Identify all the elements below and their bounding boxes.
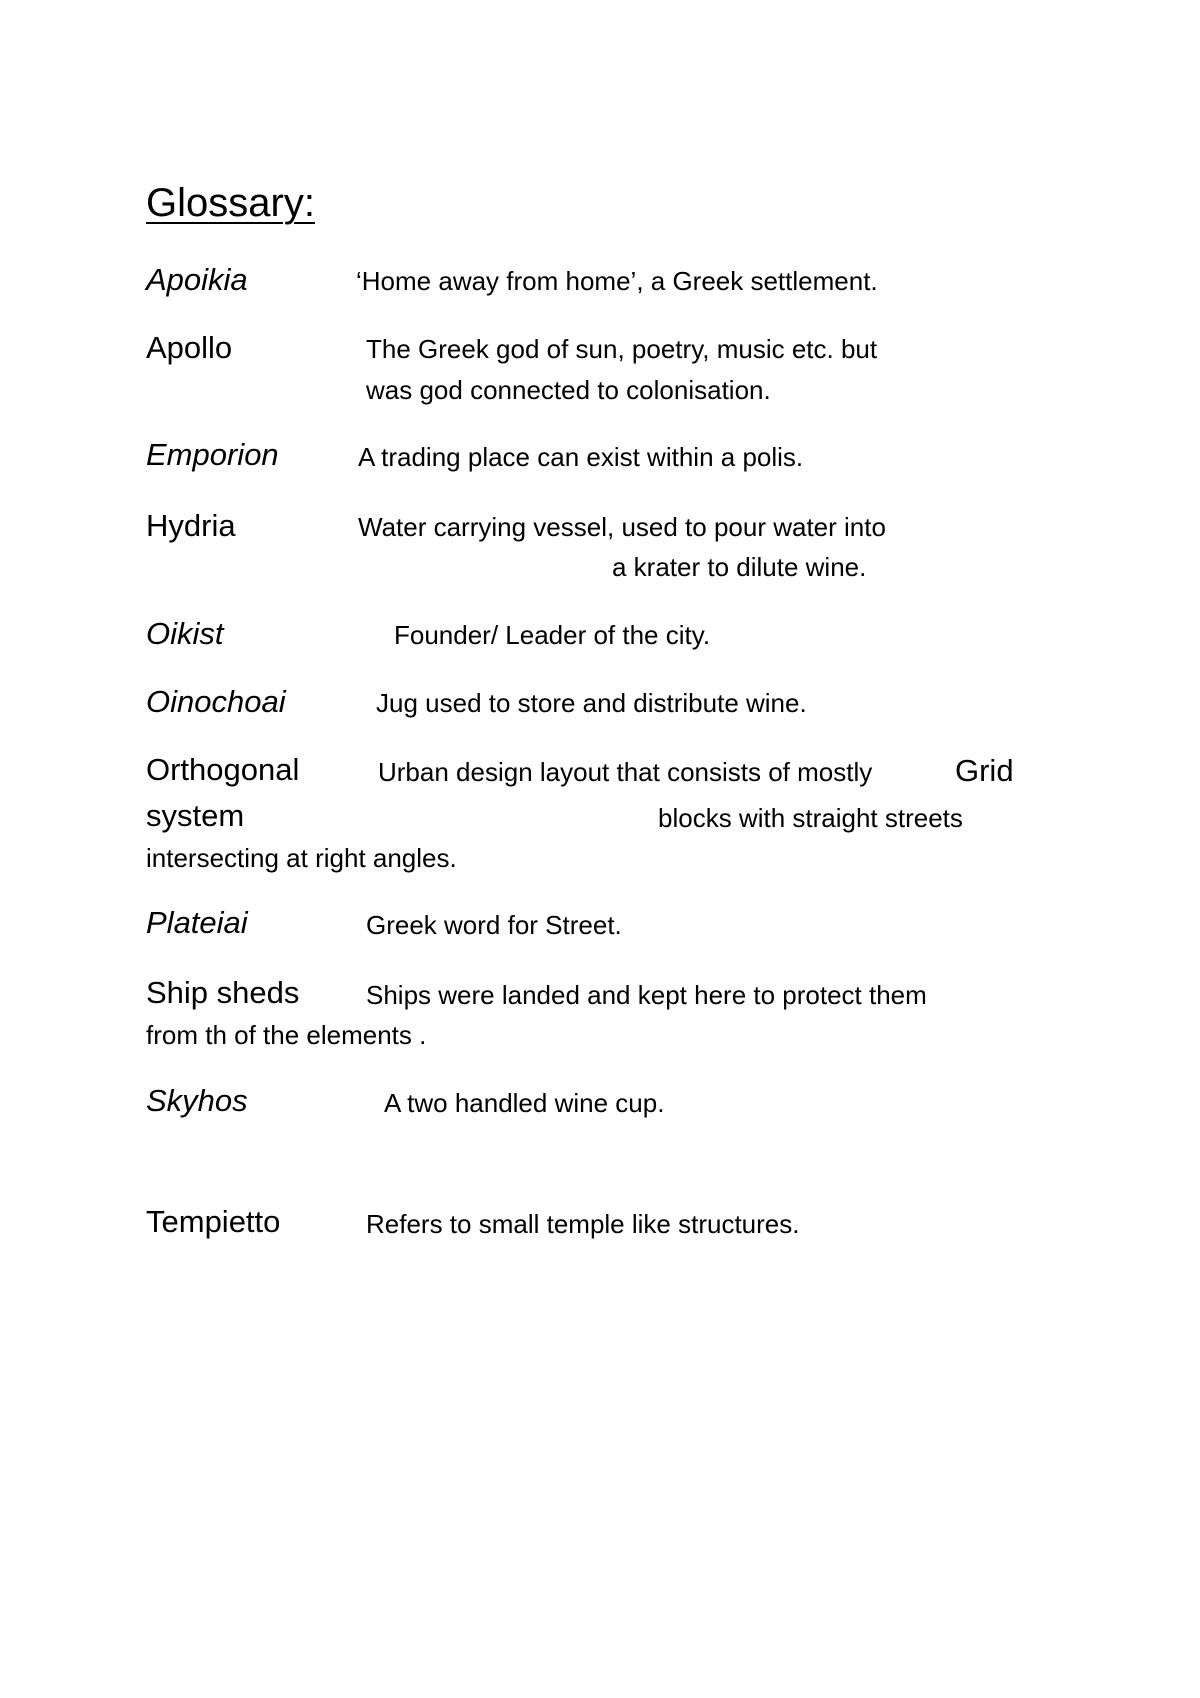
term-emporion: Emporion [146,437,279,472]
definition-plateiai: Greek word for Street. [366,910,622,940]
definition-oikist: Founder/ Leader of the city. [394,620,711,650]
term-tempietto: Tempietto [146,1204,281,1239]
term-plateiai: Plateiai [146,905,248,940]
definition-orthogonal-line3: intersecting at right angles. [146,843,457,873]
definition-skyhos: A two handled wine cup. [384,1088,665,1118]
term-oinochoai: Oinochoai [146,684,286,719]
definition-emporion: A trading place can exist within a polis. [358,442,804,472]
term-ship-sheds: Ship sheds [146,975,300,1010]
definition-oinochoai: Jug used to store and distribute wine. [376,688,807,718]
term-orthogonal: Orthogonal [146,752,300,787]
term-skyhos: Skyhos [146,1083,248,1118]
term-apollo: Apollo [146,330,233,365]
definition-orthogonal-grid: Grid [955,753,1014,788]
definition-tempietto: Refers to small temple like structures. [366,1209,800,1239]
definition-apollo-line2: was god connected to colonisation. [366,375,771,405]
definition-orthogonal-line2: blocks with straight streets [658,803,963,833]
term-orthogonal-line2: system [146,798,245,833]
definition-apoikia: ‘Home away from home’, a Greek settlement. [356,266,878,296]
definition-ship-sheds-line1: Ships were landed and kept here to protect them [366,980,927,1010]
term-apoikia: Apoikia [146,262,248,297]
definition-hydria-line2: a krater to dilute wine. [612,552,867,582]
term-oikist: Oikist [146,616,224,651]
definition-hydria-line1: Water carrying vessel, used to pour water into [358,512,886,542]
definition-ship-sheds-line2: from th of the elements . [146,1020,427,1050]
term-hydria: Hydria [146,508,236,543]
page-title: Glossary: [146,181,315,225]
definition-orthogonal-line1: Urban design layout that consists of mostly [378,757,873,787]
definition-apollo-line1: The Greek god of sun, poetry, music etc. but [366,334,878,364]
